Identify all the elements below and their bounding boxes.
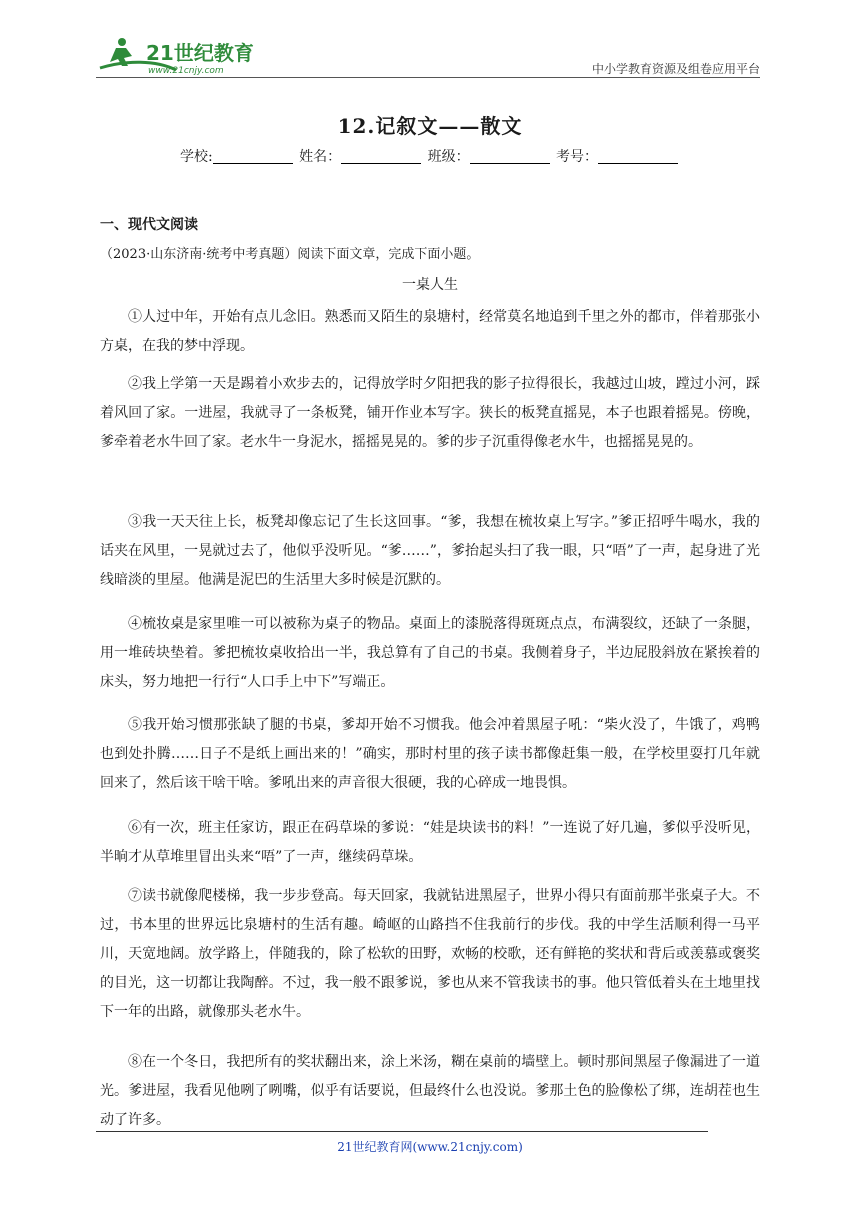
svg-text:21世纪教育: 21世纪教育: [146, 41, 254, 65]
platform-name: 中小学教育资源及组卷应用平台: [591, 62, 760, 76]
page-header: [96, 30, 760, 80]
essay-paragraph: ②我上学第一天是踢着小欢步去的，记得放学时夕阳把我的影子拉得很长，我越过山坡，蹚过小河，踩着风回了家。一进屋，我就寻了一条板凳，铺开作业本写字。狭长的板凳直摇晃，本子也跟着摇晃。傍晚，爹牵着老水牛回了家。老水牛一身泥水，摇摇晃晃的。爹的步子沉重得像老水牛，也摇摇晃晃的。: [100, 376, 760, 450]
essay-paragraph: ④梳妆桌是家里唯一可以被称为桌子的物品。桌面上的漆脱落得斑斑点点，布满裂纹，还缺了一条腿，用一堆砖块垫着。爹把梳妆桌收拾出一半，我总算有了自己的书桌。我侧着身子，半边屁股斜放在紧挨着的床头，努力地把一行行“人口手上中下”写端正。: [100, 616, 760, 690]
student-info-line: [0, 146, 860, 166]
section-heading: 一、现代文阅读: [100, 217, 198, 233]
exam-number-label: 考号：: [556, 149, 599, 165]
footer-link[interactable]: 21世纪教育网(www.21cnjy.com): [337, 1140, 523, 1154]
page-title: 12.记叙文——散文: [337, 114, 523, 138]
logo-21cnjy: [96, 34, 266, 76]
school-blank[interactable]: [213, 149, 293, 164]
essay-paragraph: ③我一天天往上长，板凳却像忘记了生长这回事。“爹，我想在梳妆桌上写字。”爹正招呼牛喝水，我的话夹在风里，一晃就过去了，他似乎没听见。“爹……”，爹抬起头扫了我一眼，只“唔”了一声，起身进了光线暗淡的里屋。他满是泥巴的生活里大多时候是沉默的。: [100, 514, 760, 588]
essay-paragraph: ⑧在一个冬日，我把所有的奖状翻出来，涂上米汤，糊在桌前的墙壁上。顿时那间黑屋子像漏进了一道光。爹进屋，我看见他咧了咧嘴，似乎有话要说，但最终什么也没说。爹那土色的脸像松了绑，连胡茬也生动了许多。: [100, 1054, 760, 1128]
name-label: 姓名：: [299, 149, 342, 165]
exam-number-blank[interactable]: [598, 149, 678, 164]
essay-paragraph: ⑥有一次，班主任家访，跟正在码草垛的爹说：“娃是块读书的料！”一连说了好几遍，爹似乎没听见，半晌才从草堆里冒出头来“唔”了一声，继续码草垛。: [100, 820, 760, 865]
essay-paragraph: ①人过中年，开始有点儿念旧。熟悉而又陌生的泉塘村，经常莫名地追到千里之外的都市，伴着那张小方桌，在我的梦中浮现。: [100, 309, 760, 354]
essay-paragraph: ⑤我开始习惯那张缺了腿的书桌，爹却开始不习惯我。他会冲着黑屋子吼：“柴火没了，牛饿了，鸡鸭也到处扑腾……日子不是纸上画出来的！”确实，那时村里的孩子读书都像赶集一般，在学校里耍打几年就回来了，然后该干啥干啥。爹吼出来的声音很大很硬，我的心碎成一地畏惧。: [100, 717, 760, 791]
class-blank[interactable]: [470, 149, 550, 164]
school-label: 学校:: [179, 149, 213, 165]
question-source: （2023·山东济南·统考中考真题）阅读下面文章，完成下面小题。: [100, 247, 480, 262]
essay-title: 一桌人生: [402, 277, 458, 293]
name-blank[interactable]: [341, 149, 421, 164]
header-divider: [96, 77, 760, 78]
class-label: 班级：: [427, 149, 470, 165]
footer-divider: [96, 1131, 708, 1132]
svg-text:www.21cnjy.com: www.21cnjy.com: [148, 66, 224, 76]
essay-paragraph: ⑦读书就像爬楼梯，我一步步登高。每天回家，我就钻进黑屋子，世界小得只有面前那半张桌子大。不过，书本里的世界远比泉塘村的生活有趣。崎岖的山路挡不住我前行的步伐。我的中学生活顺利得一马平川，天宽地阔。放学路上，伴随我的，除了松软的田野，欢畅的校歌，还有鲜艳的奖状和背后或羡慕或褒奖的目光，这一切都让我陶醉。不过，我一般不跟爹说，爹也从来不管我读书的事。他只管低着头在土地里找下一年的出路，就像那头老水牛。: [100, 888, 760, 1020]
